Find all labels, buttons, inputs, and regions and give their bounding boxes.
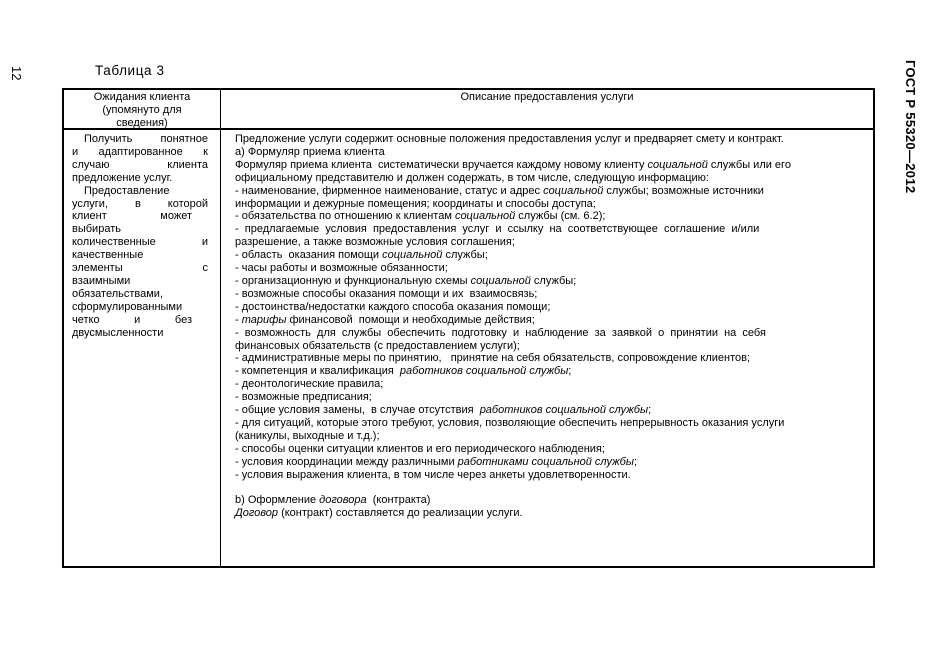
emphasis-text: договора — [319, 494, 367, 507]
description-text: информации и дежурные помещения; координаты и способы доступа; — [235, 197, 596, 210]
header-service-description: Описание предоставления услуги — [460, 91, 634, 103]
expectation-word: Предоставление — [84, 184, 170, 197]
expectation-word: и — [201, 236, 208, 249]
description-text: (каникулы, выходные и т.д.); — [235, 429, 380, 442]
emphasis-text: социальной — [470, 274, 531, 287]
services-table — [62, 88, 875, 568]
header-col1-line: (упомянуто для — [102, 103, 182, 116]
description-text: - обязательства по отношению к клиентам — [235, 210, 455, 223]
description-line — [235, 288, 860, 301]
expectation-word: четко — [72, 313, 100, 326]
expectation-line — [72, 301, 208, 314]
expectation-word: выбирать — [72, 223, 121, 236]
expectation-word: взаимными — [72, 274, 131, 287]
description-text: - способы оценки ситуации клиентов и его периодического наблюдения; — [235, 442, 605, 455]
emphasis-text: работников социальной службы — [399, 365, 569, 378]
description-text: финансовых обязательств (с предоставлением услуги); — [235, 339, 520, 352]
description-text: службы (см. 6.2); — [515, 210, 606, 223]
expectation-line — [72, 172, 208, 185]
expectation-word: с — [202, 262, 208, 275]
description-line — [235, 159, 860, 172]
description-line — [235, 365, 860, 378]
expectation-line — [72, 133, 208, 146]
description-text: - возможные способы оказания помощи и их взаимосвязь; — [235, 287, 538, 300]
expectation-line — [72, 210, 208, 223]
expectation-word: сформулированными — [72, 300, 183, 313]
expectation-word: в — [134, 197, 141, 210]
description-line — [235, 327, 860, 340]
header-client-expectations — [64, 91, 220, 129]
description-text: - условия выражения клиента, в том числе через анкеты удовлетворенности. — [235, 468, 631, 481]
description-line — [235, 223, 860, 236]
emphasis-text: Договор — [235, 507, 279, 520]
description-text: - общие условия замены, в случае отсутствия — [235, 404, 480, 417]
description-line — [235, 275, 860, 288]
description-text: - возможные предписания; — [235, 391, 372, 404]
expectation-line — [72, 159, 208, 172]
expectation-word: предложение услуг. — [72, 171, 173, 184]
emphasis-text: социальной — [647, 158, 708, 171]
description-text: (контракт) составляется до реализации услуги. — [278, 507, 523, 520]
description-line — [235, 172, 860, 185]
page-number: 12 — [9, 66, 24, 81]
description-text: службы или его — [707, 158, 791, 171]
emphasis-text: социальной — [454, 210, 516, 223]
expectation-word: адаптированное — [98, 145, 183, 158]
expectation-line — [72, 185, 208, 198]
description-line — [235, 430, 860, 443]
description-line — [235, 469, 860, 482]
expectation-word: без — [174, 313, 192, 326]
header-col1-line: Ожидания клиента — [93, 91, 191, 103]
description-text: а) Формуляр приема клиента — [235, 145, 385, 158]
description-line — [235, 198, 860, 211]
description-text: финансовой помощи и необходимые действия; — [286, 313, 535, 326]
description-line — [235, 378, 860, 391]
description-line — [235, 249, 860, 262]
description-line — [235, 494, 860, 507]
description-text: - деонтологические правила; — [235, 378, 384, 391]
emphasis-text: социальной — [382, 249, 443, 262]
description-text: - административные меры по принятию, принятие на себя обязательств, сопровождение клиентов; — [235, 352, 751, 365]
expectation-line — [72, 314, 208, 327]
expectation-word: которой — [167, 197, 208, 210]
emphasis-text: работниками социальной службы — [457, 455, 634, 468]
expectation-line — [72, 327, 208, 340]
client-expectations-cell — [72, 133, 208, 340]
description-line — [235, 210, 860, 223]
description-line — [235, 404, 860, 417]
expectation-word: количественные — [72, 236, 156, 249]
description-text: b) Оформление — [235, 494, 320, 507]
expectation-line — [72, 223, 208, 236]
expectation-word: и — [134, 313, 141, 326]
description-text: (контракта) — [366, 494, 431, 507]
description-line — [235, 146, 860, 159]
description-text: ; — [648, 404, 652, 417]
expectation-word: может — [160, 210, 192, 223]
expectation-line — [72, 198, 208, 211]
expectation-word: случаю — [72, 158, 110, 171]
expectation-word: к — [203, 145, 208, 158]
expectation-line — [72, 288, 208, 301]
table-title: Таблица 3 — [95, 63, 165, 78]
description-text: - достоинства/недостатки каждого способа оказания помощи; — [235, 300, 551, 313]
description-line — [235, 301, 860, 314]
description-text: службы; возможные источники — [603, 184, 764, 197]
description-text: - для ситуаций, которые этого требуют, условия, позволяющие обеспечить непрерывность оказания услуги — [235, 416, 785, 429]
description-line — [235, 507, 860, 520]
expectation-word: клиента — [167, 158, 208, 171]
header-col1-line: сведения) — [116, 116, 168, 129]
service-description-cell — [235, 133, 860, 520]
standard-designation: ГОСТ Р 55320—2012 — [903, 60, 918, 194]
description-line — [235, 417, 860, 430]
description-text: Формуляр приема клиента систематически вручается каждому новому клиенту — [235, 158, 648, 171]
description-text: - наименование, фирменное наименование, статус и адрес — [235, 184, 544, 197]
description-text: - компетенция и квалификация — [235, 365, 400, 378]
emphasis-text: работников социальной службы — [479, 404, 649, 417]
description-text: - — [235, 313, 242, 326]
expectation-word: двусмысленности — [72, 326, 164, 339]
description-line — [235, 236, 860, 249]
description-line — [235, 340, 860, 353]
description-text: - условия координации между различными — [235, 455, 458, 468]
expectation-line — [72, 236, 208, 249]
expectation-line — [72, 249, 208, 262]
description-line — [235, 456, 860, 469]
description-text: службы; — [530, 274, 577, 287]
emphasis-text: социальной — [543, 184, 604, 197]
description-line — [235, 185, 860, 198]
description-text: - предлагаемые условия предоставления услуг и ссылку на соответствующее соглашение и/или — [235, 223, 760, 236]
description-text: службы; — [442, 249, 488, 262]
emphasis-text: тарифы — [241, 313, 287, 326]
description-line — [235, 391, 860, 404]
description-text: разрешение, а также возможные условия соглашения; — [235, 236, 515, 249]
expectation-word: обязательствами, — [72, 287, 164, 300]
paragraph-gap — [235, 481, 860, 494]
description-text: ; — [568, 365, 572, 378]
description-line — [235, 443, 860, 456]
description-text: - часы работы и возможные обязанности; — [235, 262, 448, 275]
description-text: - возможность для службы обеспечить подготовку и наблюдение за заявкой о принятии на себя — [235, 326, 766, 339]
description-line — [235, 262, 860, 275]
description-line — [235, 352, 860, 365]
description-text: - организационную и функциональную схемы — [235, 274, 471, 287]
expectation-line — [72, 146, 208, 159]
expectation-word: понятное — [160, 133, 208, 145]
expectation-word: клиент — [72, 210, 107, 223]
description-line — [235, 133, 860, 146]
description-text: Предложение услуги содержит основные положения предоставления услуг и предваряет смету и контракт. — [235, 133, 784, 145]
expectation-word: качественные — [72, 249, 144, 262]
description-text: - область оказания помощи — [235, 249, 383, 262]
description-line — [235, 314, 860, 327]
expectation-word: элементы — [72, 262, 123, 275]
expectation-line — [72, 275, 208, 288]
description-text: ; — [633, 455, 638, 468]
expectation-word: Получить — [84, 133, 133, 145]
expectation-word: и — [72, 145, 79, 158]
expectation-word: услуги, — [72, 197, 109, 210]
description-text: официальному представителю и должен содержать, в том числе, следующую информацию: — [235, 171, 709, 184]
expectation-line — [72, 262, 208, 275]
column-divider — [220, 90, 221, 566]
